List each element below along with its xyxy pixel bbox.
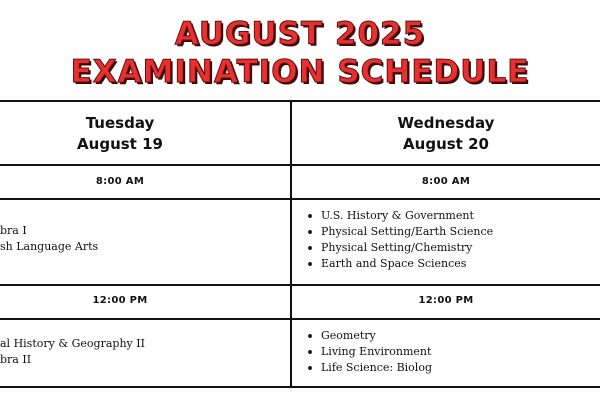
exam-list-tuesday-morning	[0, 223, 98, 255]
time-slot-wednesday-morning: 8:00 AM	[421, 176, 471, 187]
list-item: al History & Geography II	[0, 337, 145, 350]
exam-list-tuesday-noon	[0, 336, 145, 368]
list-item: bra II	[0, 353, 32, 366]
list-item: Physical Setting/Earth Science	[307, 224, 493, 240]
time-slot-tuesday-noon: 12:00 PM	[92, 295, 148, 306]
list-item: Earth and Space Sciences	[307, 256, 493, 272]
day-header-wednesday	[292, 113, 600, 155]
list-item: bra I	[0, 224, 27, 237]
list-item: Physical Setting/Chemistry	[307, 240, 493, 256]
table-rule	[0, 284, 600, 286]
exam-list-wednesday-morning	[307, 208, 493, 272]
day-date: August 20	[403, 135, 489, 153]
list-item: Life Science: Biolog	[307, 360, 432, 376]
day-header-tuesday	[0, 113, 240, 155]
list-item: sh Language Arts	[0, 240, 99, 253]
list-item: Geometry	[307, 328, 432, 344]
time-slot-wednesday-noon: 12:00 PM	[418, 295, 474, 306]
title-schedule: EXAMINATION SCHEDULE	[70, 54, 530, 90]
exam-list-wednesday-noon	[307, 328, 432, 376]
table-border-bottom	[0, 386, 600, 388]
title-month: AUGUST 2025	[174, 16, 426, 52]
list-item: U.S. History & Government	[307, 208, 493, 224]
table-rule	[0, 318, 600, 320]
table-rule	[0, 198, 600, 200]
table-rule	[0, 164, 600, 166]
day-name: Tuesday	[85, 114, 155, 132]
list-item: Living Environment	[307, 344, 432, 360]
day-date: August 19	[77, 135, 163, 153]
table-border-top	[0, 100, 600, 102]
day-name: Wednesday	[397, 114, 495, 132]
time-slot-tuesday-morning: 8:00 AM	[95, 176, 145, 187]
